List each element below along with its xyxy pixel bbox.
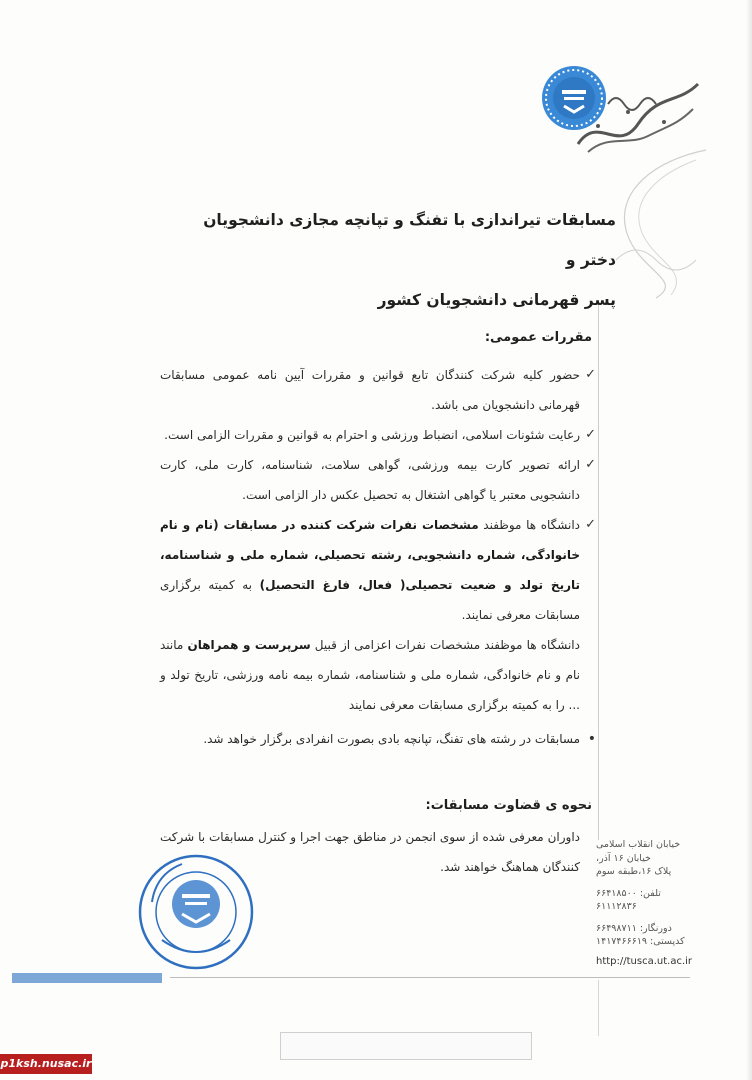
address-line: خیابان ۱۶ آذر، [596,852,651,864]
scan-edge-shadow [746,0,752,1080]
rule-text-post: به کمیته برگزاری مسابقات معرفی نمایند. [160,578,580,622]
judging-heading: نحوه ی قضاوت مسابقات: [425,798,592,813]
bullet-text: مسابقات در رشته های تفنگ، تپانچه بادی بصورت انفرادی برگزار خواهد شد. [203,732,580,746]
bottom-vertical-line [598,980,599,1036]
side-divider [598,300,599,840]
official-seal [136,852,256,972]
website-link[interactable]: http://tusca.ut.ac.ir [596,955,693,967]
check-icon: ✓ [585,367,596,382]
companion-post: مانند نام و نام خانوادگی، شماره ملی و شناسنامه، شماره بیمه نامه ورزشی، تاریخ تولد و ... را به کمیته برگزاری مسابقات معرفی نمایند [160,638,580,712]
rule-text-pre: دانشگاه ها موظفند [478,518,581,532]
rule-item [160,450,596,510]
address-line: پلاک ۱۶،طبقه سوم [596,866,672,877]
companion-paragraph [160,630,580,720]
companion-pre: دانشگاه ها موظفند مشخصات نفرات اعزامی از قبیل [310,638,580,652]
companion-bold: سرپرست و همراهان [187,638,311,652]
bullet-icon: • [587,731,596,747]
rule-text: ارائه تصویر کارت بیمه ورزشی، گواهی سلامت، شناسنامه، کارت ملی، کارت دانشجویی معتبر یا گواهی اشتغال به تحصیل عکس دار الزامی است. [160,458,580,502]
check-icon: ✓ [585,457,596,472]
bullet-item [160,724,596,754]
fax-line: دورنگار: ۶۶۴۹۸۷۱۱ [596,922,672,934]
rule-item [160,510,596,630]
title-line-2: پسر قهرمانی دانشجویان کشور [377,291,616,309]
rule-text-bold: مشخصات نفرات شرکت کننده در مسابقات (نام و نام خانوادگی، شماره دانشجویی، رشته تحصیلی، شماره ملی و شناسنامه، تاریخ تولد و ضعیت تحصیلی( فعال، فارغ التحصیل) [160,518,581,592]
rule-text: رعایت شئونات اسلامی، انضباط ورزشی و احترام به قوانین و مقررات الزامی است. [164,428,580,442]
phone-line-2: ۶۱۱۱۲۸۳۶ [596,901,637,912]
bottom-divider [170,977,690,978]
rules-list [160,360,596,754]
judging-text: داوران معرفی شده از سوی انجمن در مناطق جهت اجرا و کنترل مسابقات با شرکت کنندگان هماهنگ خواهند شد. [160,830,580,874]
title-line-1: مسابقات تیراندازی با تفنگ و تپانچه مجازی دانشجویان دختر و [203,211,616,269]
source-watermark: p1ksh.nusac.ir [0,1054,92,1074]
rules-heading: مقررات عمومی: [484,330,592,345]
rule-item [160,420,596,450]
contact-info [596,838,726,968]
document-title [176,200,616,320]
rule-item [160,360,596,420]
rule-text [160,510,580,630]
blue-marker-bar [12,973,162,983]
check-icon: ✓ [585,517,596,532]
phone-line: تلفن: ۶۶۴۱۸۵۰۰ [596,887,661,899]
postal-line: کدپستی: ۱۴۱۷۴۶۶۶۱۹ [596,936,685,947]
check-icon: ✓ [585,427,596,442]
address-line: خیابان انقلاب اسلامی [596,839,681,850]
rule-text: حضور کلیه شرکت کنندگان تابع قوانین و مقررات آیین نامه عمومی مسابقات قهرمانی دانشجویان می باشد. [160,368,580,412]
bottom-frame [280,1032,532,1060]
